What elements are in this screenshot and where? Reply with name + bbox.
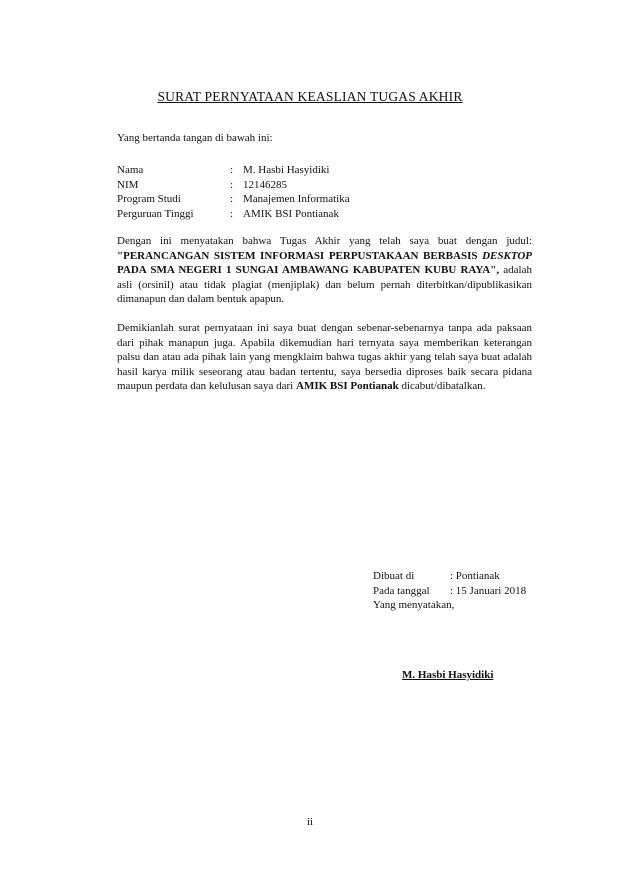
intro-text: Yang bertanda tangan di bawah ini: <box>117 132 273 144</box>
identity-separator: : <box>230 207 234 220</box>
identity-value: AMIK BSI Pontianak <box>243 207 339 220</box>
identity-label: Program Studi <box>117 193 181 205</box>
declaration-text: Demikianlah surat pernyataan ini saya buat dengan sebenar-sebenarnya tanpa ada paksaan dari pihak manapun juga. Apabila dikemudian hari ternyata saya memberikan keterangan palsu dan atau ada pihak lain yang mengklaim bahwa tugas akhir yang telah saya buat adalah hasil karya milik seseorang atau badan tertentu, saya bersedia diproses baik secara pidana maupun perdata dan kelulusan saya dari <box>117 322 532 392</box>
place-label: Dibuat di <box>373 570 415 582</box>
identity-label: NIM <box>117 178 139 191</box>
identity-label: Perguruan Tinggi <box>117 207 194 220</box>
signature-date-row <box>373 584 526 599</box>
institution-bold: AMIK BSI Pontianak <box>296 380 399 392</box>
statement-rest: adalah asli (orsinil) atau tidak plagiat (menjiplak) dan belum pernah diterbitkan/dipublikasikan dimanapun dan dalam bentuk apapun. <box>117 264 532 305</box>
identity-value: Manajemen Informatika <box>243 193 350 205</box>
identity-separator: : <box>230 164 234 176</box>
signatory-name: M. Hasbi Hasyidiki <box>402 669 494 681</box>
thesis-title-italic: DESKTOP <box>482 249 533 262</box>
identity-value: 12146285 <box>243 178 287 191</box>
statement-lead: Dengan ini menyatakan bahwa Tugas Akhir yang telah saya buat dengan judul: <box>117 235 532 247</box>
identity-row-nim <box>117 178 350 193</box>
identity-table <box>117 163 350 221</box>
signature-place-row <box>373 569 526 584</box>
date-value: : 15 Januari 2018 <box>450 584 527 597</box>
declaration-end: dicabut/dibatalkan. <box>401 380 486 392</box>
identity-row-name <box>117 163 350 178</box>
signature-block <box>373 569 526 613</box>
place-value: : Pontianak <box>450 570 500 582</box>
identity-row-program <box>117 192 350 207</box>
page-number: ii <box>306 816 314 828</box>
statement-paragraph <box>117 234 532 307</box>
declaration-paragraph <box>117 321 532 394</box>
date-label: Pada tanggal <box>373 584 430 597</box>
identity-separator: : <box>230 193 234 205</box>
identity-label: Nama <box>117 164 144 176</box>
document-title: SURAT PERNYATAAN KEASLIAN TUGAS AKHIR <box>157 89 463 104</box>
identity-value: M. Hasbi Hasyidiki <box>243 164 330 176</box>
identity-row-institution <box>117 207 350 222</box>
signature-closing: Yang menyatakan, <box>373 599 455 611</box>
thesis-title-part2: PADA SMA NEGERI 1 SUNGAI AMBAWANG KABUPATEN KUBU RAYA", <box>117 264 500 276</box>
identity-separator: : <box>230 178 234 191</box>
thesis-title-part1: "PERANCANGAN SISTEM INFORMASI PERPUSTAKAAN BERBASIS <box>117 249 478 262</box>
